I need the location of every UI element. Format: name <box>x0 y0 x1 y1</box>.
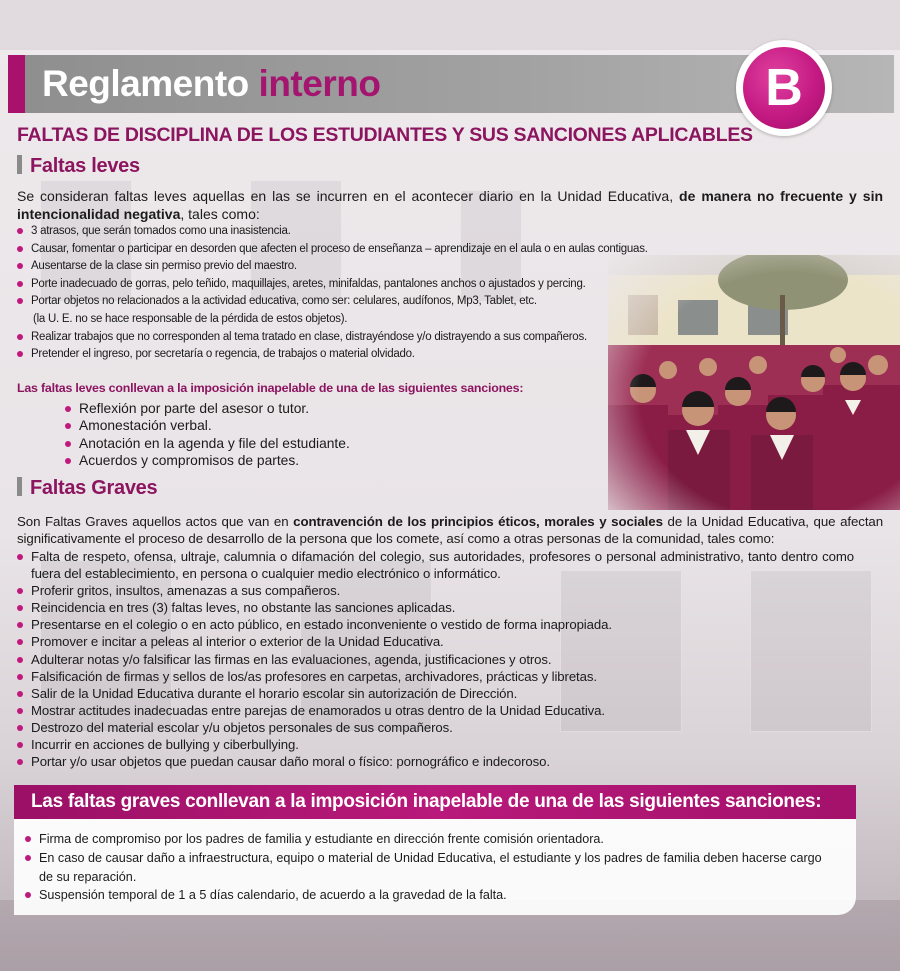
list-item: Destrozo del material escolar y/u objetos personales de sus compañeros. <box>16 719 854 736</box>
list-item: Mostrar actitudes inadecuadas entre parejas de enamorados u otras dentro de la Unidad Educativa. <box>16 702 854 719</box>
graves-intro-start: Son Faltas Graves aquellos actos que van en <box>17 514 294 529</box>
leves-sanctions-intro: Las faltas leves conllevan a la imposición inapelable de una de las siguientes sanciones: <box>17 381 524 395</box>
list-item: Adulterar notas y/o falsificar las firmas en las evaluaciones, agenda, justificaciones y otros. <box>16 651 854 668</box>
leves-intro-end: , tales como: <box>180 205 260 222</box>
list-item: Acuerdos y compromisos de partes. <box>64 452 350 469</box>
page-title <box>42 63 380 105</box>
leves-intro <box>17 188 883 223</box>
list-item: Proferir gritos, insultos, amenazas a sus compañeros. <box>16 582 854 599</box>
title-main: Reglamento <box>42 63 249 104</box>
heading-bar-icon <box>17 155 22 174</box>
list-item: Presentarse en el colegio o en acto público, en estado inconveniente o vestido de forma inapropiada. <box>16 616 854 633</box>
graves-intro <box>17 513 883 548</box>
leves-list <box>16 223 648 364</box>
list-item: Causar, fomentar o participar en desorden que afecten el proceso de enseñanza – aprendizaje en el aula o en aulas contiguas. <box>16 241 648 259</box>
title-accent: interno <box>258 63 381 104</box>
list-item: Pretender el ingreso, por secretaría o regencia, de trabajos o material olvidado. <box>16 346 648 364</box>
leves-heading-label: Faltas leves <box>30 155 140 177</box>
list-item: Portar objetos no relacionados a la actividad educativa, como ser: celulares, audífonos, Mp3, Tablet, etc. <box>16 293 648 311</box>
list-item: Falsificación de firmas y sellos de los/as profesores en carpetas, archivadores, prácticas y libretas. <box>16 668 854 685</box>
graves-sanctions-box <box>14 819 856 915</box>
list-item: Reincidencia en tres (3) faltas leves, no obstante las sanciones aplicadas. <box>16 599 854 616</box>
students-photo <box>608 255 900 510</box>
list-item: Ausentarse de la clase sin permiso previo del maestro. <box>16 258 648 276</box>
section-badge <box>736 40 832 136</box>
list-item: Salir de la Unidad Educativa durante el horario escolar sin autorización de Dirección. <box>16 685 854 702</box>
graves-intro-end: de la Unidad Educativa, que afectan significativamente el proceso de desarrollo de la persona que los comete, así como a otras personas de la comunidad, tales como: <box>17 514 884 547</box>
leves-intro-bold: de manera no frecuente y sin intencionalidad negativa <box>17 188 884 222</box>
list-item: Promover e incitar a peleas al interior o exterior de la Unidad Educativa. <box>16 633 854 650</box>
graves-sanctions-banner: Las faltas graves conllevan a la imposición inapelable de una de las siguientes sanciones: <box>14 785 856 819</box>
header-accent-stripe <box>8 55 25 113</box>
list-item: Firma de compromiso por los padres de familia y estudiante en dirección frente comisión orientadora. <box>24 830 824 849</box>
list-item: Portar y/o usar objetos que puedan causar daño moral o físico: pornográfico e indecoroso. <box>16 753 854 770</box>
main-heading: FALTAS DE DISCIPLINA DE LOS ESTUDIANTES Y SUS SANCIONES APLICABLES <box>17 124 753 146</box>
graves-heading <box>17 477 157 500</box>
list-item: Suspensión temporal de 1 a 5 días calendario, de acuerdo a la gravedad de la falta. <box>24 886 824 905</box>
heading-bar-icon <box>17 477 22 496</box>
list-item: Anotación en la agenda y file del estudiante. <box>64 435 350 452</box>
graves-heading-label: Faltas Graves <box>30 477 158 499</box>
list-item: Reflexión por parte del asesor o tutor. <box>64 400 350 417</box>
list-item: Porte inadecuado de gorras, pelo teñido, maquillajes, aretes, minifaldas, pantalones anchos o ajustados y percing. <box>16 276 648 294</box>
leves-intro-start: Se consideran faltas leves aquellas en las se incurren en el acontecer diario en la Unidad Educativa, <box>17 188 680 204</box>
badge-letter: B <box>743 47 825 129</box>
list-item: Falta de respeto, ofensa, ultraje, calumnia o difamación del colegio, sus autoridades, profesores o personal administrativo, tanto dentro como fuera del establecimiento, en persona o cualquier medio electrónico o informático. <box>16 548 854 582</box>
list-item: Incurrir en acciones de bullying y ciberbullying. <box>16 736 854 753</box>
graves-intro-bold: contravención de los principios éticos, morales y sociales <box>293 514 663 529</box>
list-item: En caso de causar daño a infraestructura, equipo o material de Unidad Educativa, el estudiante y los padres de familia deben hacerse cargo de su reparación. <box>24 849 824 887</box>
graves-list <box>16 548 854 770</box>
list-item: Amonestación verbal. <box>64 417 350 434</box>
leves-heading <box>17 155 140 178</box>
leves-sanctions-list <box>64 400 350 470</box>
list-item: Realizar trabajos que no corresponden al tema tratado en clase, distrayéndose y/o distrayendo a sus compañeros. <box>16 329 648 347</box>
list-item-continuation: (la U. E. no se hace responsable de la pérdida de estos objetos). <box>33 312 348 325</box>
list-item: 3 atrasos, que serán tomados como una inasistencia. <box>16 223 648 241</box>
graves-sanctions-list <box>24 830 824 905</box>
